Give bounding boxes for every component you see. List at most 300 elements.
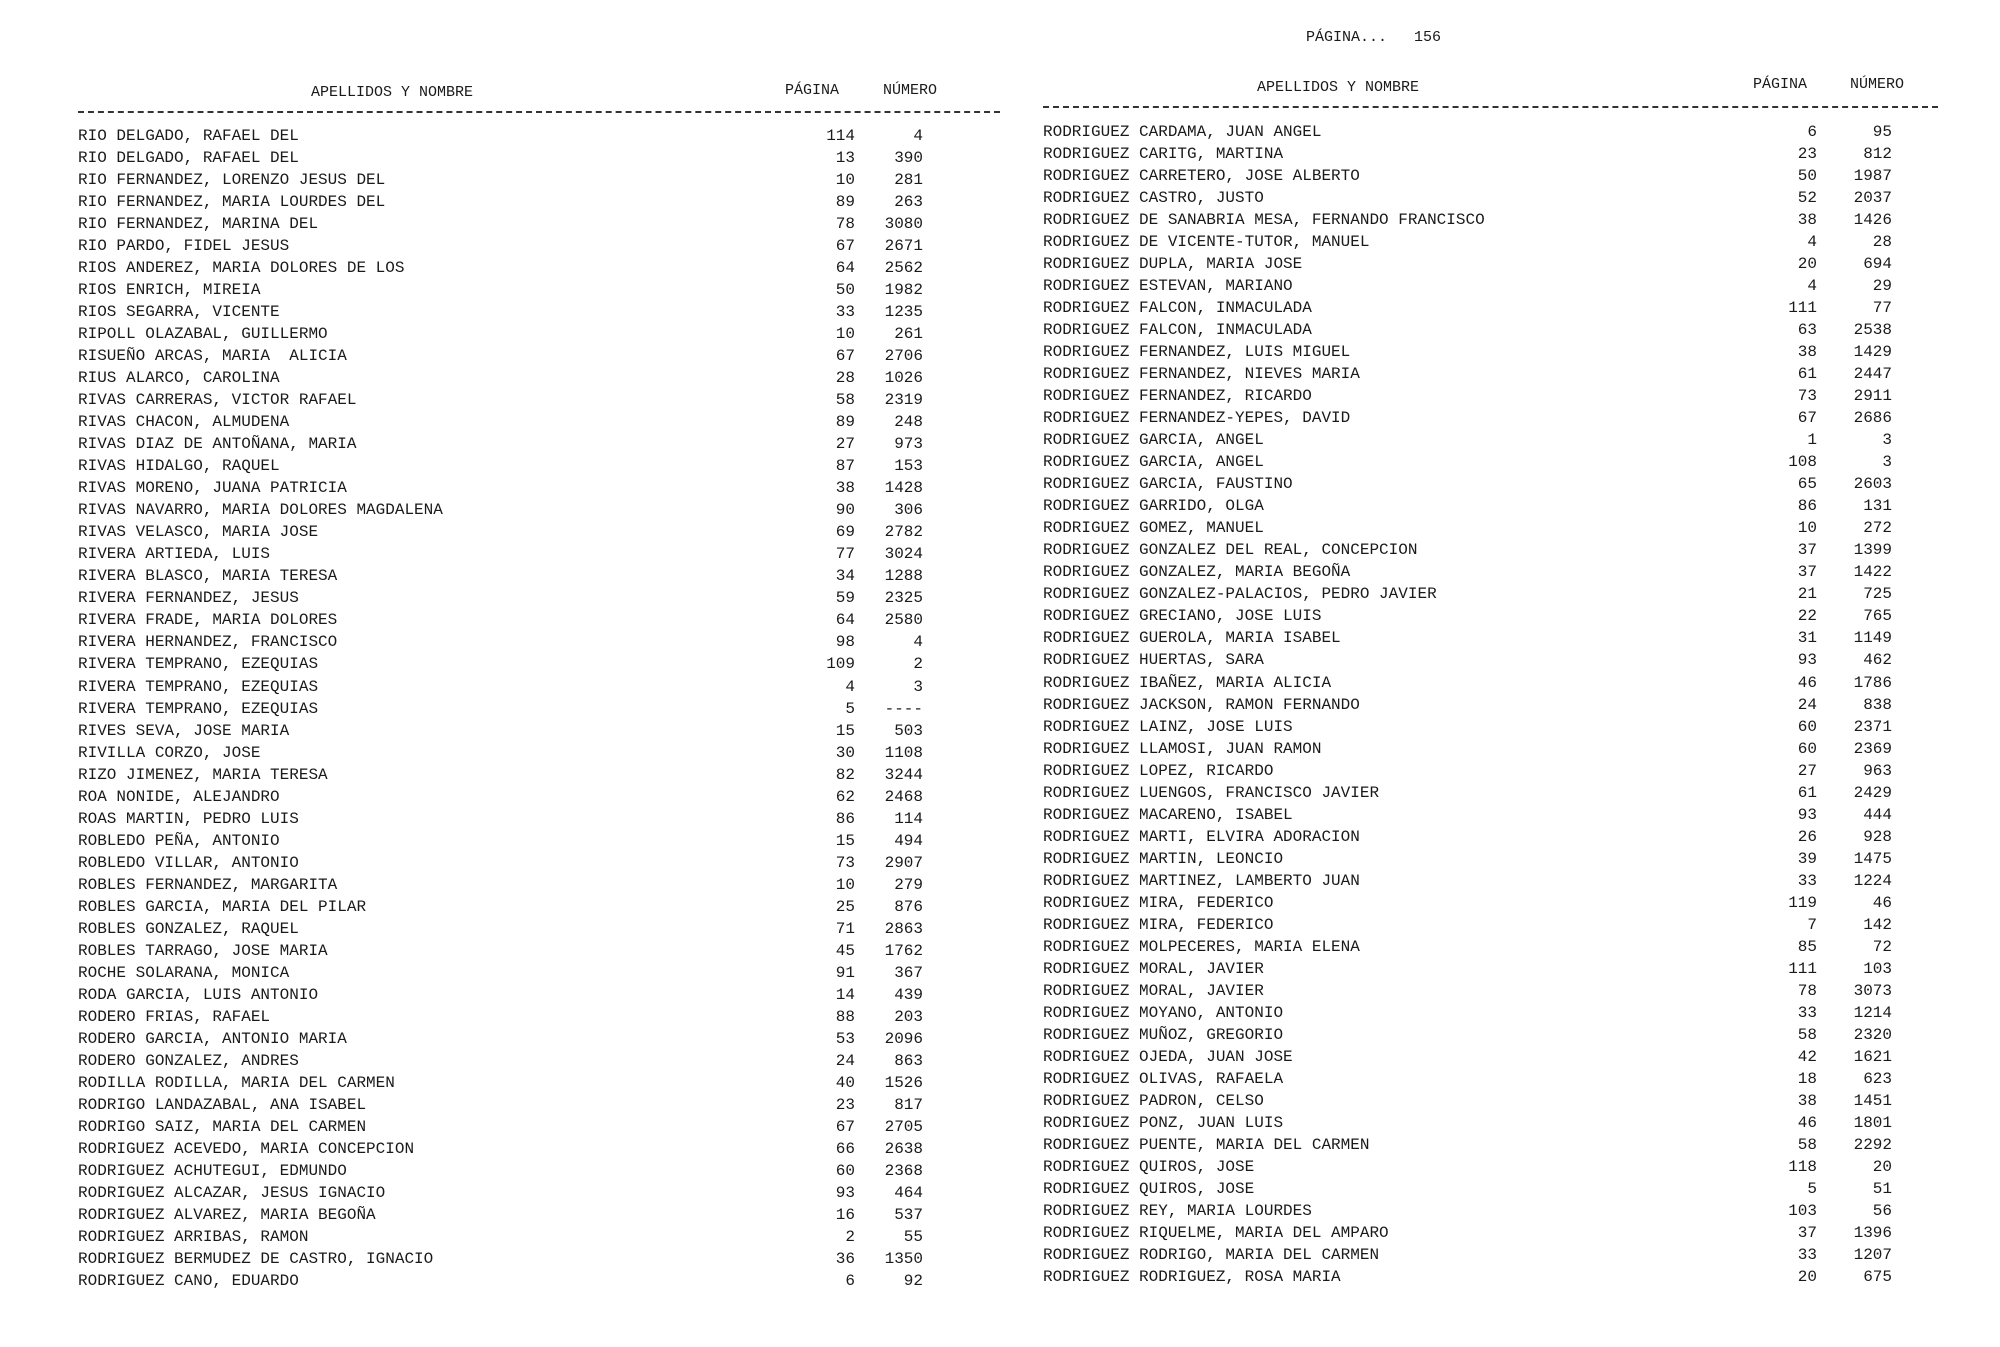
entry-page: 98 (835, 633, 855, 652)
entry-name: RODRIGUEZ MOLPECERES, MARIA ELENA (1043, 937, 1360, 956)
entry-name: RODRIGUEZ MUÑOZ, GREGORIO (1043, 1025, 1284, 1044)
entry-number: 876 (894, 897, 923, 916)
entry-number: 1621 (1853, 1047, 1892, 1066)
entry-page: 109 (826, 655, 855, 674)
entry-page: 78 (1797, 981, 1817, 1000)
entry-page: 23 (835, 1095, 855, 1114)
entry-name: RODRIGUEZ MARTIN, LEONCIO (1043, 849, 1284, 868)
entry-page: 34 (835, 567, 855, 586)
entry-page: 103 (1788, 1201, 1817, 1220)
entry-number: 1149 (1853, 629, 1892, 648)
entry-page: 77 (835, 545, 855, 564)
entry-number: 2538 (1853, 321, 1892, 340)
entry-name: RODRIGUEZ GARRIDO, OLGA (1043, 497, 1264, 516)
entry-number: 3 (1882, 431, 1892, 450)
entry-page: 85 (1797, 937, 1817, 956)
entry-name: RODRIGUEZ GONZALEZ DEL REAL, CONCEPCION (1043, 541, 1418, 560)
entry-name: RODRIGUEZ MIRA, FEDERICO (1043, 915, 1274, 934)
entry-page: 30 (835, 743, 855, 762)
column-header-page: PÁGINA (1753, 76, 1808, 93)
entry-page: 27 (1797, 761, 1817, 780)
entry-page: 21 (1797, 585, 1817, 604)
entry-number: 3080 (884, 215, 923, 234)
entry-page: 38 (1797, 211, 1817, 230)
entry-name: RODRIGUEZ JACKSON, RAMON FERNANDO (1043, 695, 1360, 714)
entry-name: RIVES SEVA, JOSE MARIA (78, 721, 290, 740)
entry-name: RODRIGUEZ RIQUELME, MARIA DEL AMPARO (1043, 1224, 1389, 1242)
entry-number: 2037 (1853, 189, 1892, 208)
entry-page: 37 (1797, 563, 1817, 582)
entry-page: 24 (1797, 695, 1817, 714)
entry-page: 53 (835, 1029, 855, 1048)
header-divider (1043, 106, 1938, 108)
page-header-label: PÁGINA... (1306, 29, 1388, 46)
entry-name: RIVAS HIDALGO, RAQUEL (78, 457, 280, 476)
entry-name: RODRIGUEZ MORAL, JAVIER (1043, 959, 1264, 978)
entry-page: 6 (845, 1272, 855, 1291)
entry-number: 2292 (1853, 1135, 1892, 1154)
entry-page: 37 (1797, 1224, 1817, 1242)
entry-number: 1786 (1853, 673, 1892, 692)
entry-number: 1224 (1853, 871, 1892, 890)
entry-name: RIUS ALARCO, CAROLINA (78, 369, 280, 388)
entry-number: 2325 (884, 589, 923, 608)
entry-page: 93 (835, 1183, 855, 1202)
entry-number: 28 (1872, 233, 1892, 252)
entry-name: RIVERA FERNANDEZ, JESUS (78, 589, 299, 608)
entry-number: 1207 (1853, 1246, 1892, 1265)
header-divider (78, 111, 1000, 113)
entry-page: 20 (1797, 1268, 1817, 1287)
entry-page: 33 (1797, 1246, 1817, 1265)
entry-page: 93 (1797, 651, 1817, 670)
entry-number: 3 (913, 677, 923, 696)
entry-page: 5 (845, 699, 855, 718)
entry-page: 38 (835, 479, 855, 498)
entry-name: RODRIGUEZ MARTINEZ, LAMBERTO JUAN (1043, 871, 1360, 890)
entry-number: 3 (1882, 453, 1892, 472)
entry-number: 1422 (1853, 563, 1892, 582)
entry-page: 39 (1797, 849, 1817, 868)
entry-page: 60 (835, 1161, 855, 1180)
entry-number: 114 (894, 809, 923, 828)
entry-name: RODRIGUEZ RODRIGO, MARIA DEL CARMEN (1043, 1246, 1380, 1265)
entry-number: 248 (894, 413, 923, 432)
entry-page: 6 (1807, 123, 1817, 141)
entry-name: RIO DELGADO, RAFAEL DEL (78, 127, 299, 145)
entry-number: 765 (1863, 607, 1892, 626)
entry-number: 142 (1863, 915, 1892, 934)
entry-page: 114 (826, 127, 855, 145)
entry-name: RODRIGUEZ PADRON, CELSO (1043, 1091, 1264, 1110)
entry-name: RODRIGUEZ GONZALEZ, MARIA BEGOÑA (1043, 563, 1351, 582)
entry-page: 78 (835, 215, 855, 234)
entry-name: RODRIGUEZ GARCIA, FAUSTINO (1043, 475, 1293, 494)
entry-name: RIO FERNANDEZ, LORENZO JESUS DEL (78, 171, 386, 190)
entry-page: 13 (835, 149, 855, 168)
entry-name: RODRIGUEZ OJEDA, JUAN JOSE (1043, 1047, 1293, 1066)
entry-number: 263 (894, 193, 923, 212)
entry-number: 55 (903, 1228, 923, 1246)
entry-page: 67 (1797, 409, 1817, 428)
entry-name: RIPOLL OLAZABAL, GUILLERMO (78, 325, 328, 344)
entry-number: 2562 (884, 259, 923, 278)
entry-page: 46 (1797, 673, 1817, 692)
entry-page: 24 (835, 1051, 855, 1070)
entry-page: 50 (1797, 167, 1817, 186)
entry-number: 444 (1863, 805, 1892, 824)
entry-number: 812 (1863, 145, 1892, 164)
entry-number: 2603 (1853, 475, 1892, 494)
entry-number: 2671 (884, 237, 923, 256)
entry-number: 1475 (1853, 849, 1892, 868)
entry-name: RODRIGUEZ PUENTE, MARIA DEL CARMEN (1043, 1135, 1370, 1154)
entry-page: 10 (835, 875, 855, 894)
entry-number: 1350 (884, 1250, 923, 1269)
entry-number: 2911 (1853, 387, 1892, 406)
entry-page: 15 (835, 831, 855, 850)
entry-name: RODRIGUEZ ACHUTEGUI, EDMUNDO (78, 1161, 347, 1180)
entry-page: 90 (835, 501, 855, 520)
entry-name: RODRIGUEZ CARDAMA, JUAN ANGEL (1043, 123, 1322, 141)
entry-name: RODRIGUEZ GUEROLA, MARIA ISABEL (1043, 629, 1341, 648)
entry-name: RIVAS VELASCO, MARIA JOSE (78, 523, 319, 542)
entry-number: 72 (1872, 937, 1892, 956)
entry-number: 56 (1872, 1201, 1892, 1220)
entry-name: RIOS ENRICH, MIREIA (78, 281, 261, 300)
entry-page: 20 (1797, 255, 1817, 274)
entry-page: 61 (1797, 365, 1817, 384)
entry-number: 2705 (884, 1117, 923, 1136)
entry-page: 33 (1797, 1003, 1817, 1022)
entry-number: 20 (1872, 1157, 1892, 1176)
entry-name: ROAS MARTIN, PEDRO LUIS (78, 809, 299, 828)
entry-name: RODRIGUEZ CARRETERO, JOSE ALBERTO (1043, 167, 1360, 186)
entry-page: 36 (835, 1250, 855, 1269)
entry-number: 928 (1863, 827, 1892, 846)
entry-number: 279 (894, 875, 923, 894)
entry-number: 537 (894, 1205, 923, 1224)
column-header-number: NÚMERO (1850, 76, 1905, 93)
entry-number: 2368 (884, 1161, 923, 1180)
column-header-name: APELLIDOS Y NOMBRE (1257, 79, 1420, 96)
entry-number: 1801 (1853, 1113, 1892, 1132)
entry-page: 108 (1788, 453, 1817, 472)
entry-page: 65 (1797, 475, 1817, 494)
entry-number: 725 (1863, 585, 1892, 604)
entry-page: 64 (835, 611, 855, 630)
entry-page: 50 (835, 281, 855, 300)
entry-page: 73 (835, 853, 855, 872)
entry-page: 25 (835, 897, 855, 916)
entry-name: RODERO FRIAS, RAFAEL (78, 1007, 271, 1026)
entry-page: 89 (835, 413, 855, 432)
entry-number: 2782 (884, 523, 923, 542)
entry-page: 63 (1797, 321, 1817, 340)
entry-page: 26 (1797, 827, 1817, 846)
entry-number: 46 (1872, 893, 1892, 912)
entry-number: 203 (894, 1007, 923, 1026)
entry-name: ROBLES TARRAGO, JOSE MARIA (78, 941, 328, 960)
entry-page: 69 (835, 523, 855, 542)
entry-number: 1396 (1853, 1224, 1892, 1242)
entry-number: 2371 (1853, 717, 1892, 736)
entry-name: RODRIGUEZ GARCIA, ANGEL (1043, 431, 1264, 450)
entry-name: RIOS ANDEREZ, MARIA DOLORES DE LOS (78, 259, 405, 278)
entry-number: 1451 (1853, 1091, 1892, 1110)
entry-name: RODRIGUEZ GONZALEZ-PALACIOS, PEDRO JAVIER (1043, 585, 1437, 604)
entry-number: 2 (913, 655, 923, 674)
entry-page: 10 (835, 171, 855, 190)
entry-name: RISUEÑO ARCAS, MARIA ALICIA (78, 347, 347, 366)
entry-page: 27 (835, 435, 855, 454)
entry-name: RODRIGUEZ QUIROS, JOSE (1043, 1179, 1255, 1198)
entry-page: 15 (835, 721, 855, 740)
entry-number: 1108 (884, 743, 923, 762)
entry-name: RODRIGUEZ GARCIA, ANGEL (1043, 453, 1264, 472)
entry-number: 2863 (884, 919, 923, 938)
entry-name: RODRIGUEZ LLAMOSI, JUAN RAMON (1043, 739, 1322, 758)
entry-number: 2096 (884, 1029, 923, 1048)
entry-name: RODRIGUEZ GRECIANO, JOSE LUIS (1043, 607, 1322, 626)
entry-name: RODRIGUEZ ACEVEDO, MARIA CONCEPCION (78, 1139, 415, 1158)
entry-page: 89 (835, 193, 855, 212)
entry-number: 51 (1872, 1179, 1892, 1198)
entry-page: 14 (835, 985, 855, 1004)
entry-page: 118 (1788, 1157, 1817, 1176)
entry-name: RODRIGO SAIZ, MARIA DEL CARMEN (78, 1117, 367, 1136)
entry-name: RODRIGUEZ CARITG, MARTINA (1043, 145, 1284, 164)
entry-number: 623 (1863, 1069, 1892, 1088)
entry-page: 38 (1797, 343, 1817, 362)
entry-name: RODRIGUEZ IBAÑEZ, MARIA ALICIA (1043, 673, 1332, 692)
entry-number: 863 (894, 1051, 923, 1070)
entry-number: 1288 (884, 567, 923, 586)
entry-page: 82 (835, 765, 855, 784)
entry-name: RODRIGUEZ MOYANO, ANTONIO (1043, 1003, 1284, 1022)
entry-page: 87 (835, 457, 855, 476)
entry-page: 60 (1797, 717, 1817, 736)
entry-name: RODRIGUEZ QUIROS, JOSE (1043, 1157, 1255, 1176)
entry-number: 390 (894, 149, 923, 168)
entry-name: RIVERA HERNANDEZ, FRANCISCO (78, 633, 338, 652)
entry-name: RIVAS CARRERAS, VICTOR RAFAEL (78, 391, 357, 410)
entry-page: 4 (1807, 233, 1817, 252)
entry-name: RODRIGUEZ REY, MARIA LOURDES (1043, 1201, 1312, 1220)
entry-page: 1 (1807, 431, 1817, 450)
entry-number: 367 (894, 963, 923, 982)
entry-name: RIVAS NAVARRO, MARIA DOLORES MAGDALENA (78, 501, 443, 520)
entry-number: 1026 (884, 369, 923, 388)
entry-name: RODRIGUEZ MORAL, JAVIER (1043, 981, 1264, 1000)
entry-number: 2686 (1853, 409, 1892, 428)
entry-number: 694 (1863, 255, 1892, 274)
entry-page: 37 (1797, 541, 1817, 560)
entry-number: 2907 (884, 853, 923, 872)
entry-number: 2580 (884, 611, 923, 630)
entry-page: 58 (1797, 1025, 1817, 1044)
column-header-number: NÚMERO (883, 82, 938, 99)
entry-name: RODRIGO LANDAZABAL, ANA ISABEL (78, 1095, 367, 1114)
entry-name: RODRIGUEZ ALCAZAR, JESUS IGNACIO (78, 1183, 386, 1202)
entry-number: 1982 (884, 281, 923, 300)
entry-number: 464 (894, 1183, 923, 1202)
entry-name: RODERO GARCIA, ANTONIO MARIA (78, 1029, 347, 1048)
entry-number: 503 (894, 721, 923, 740)
entry-name: ROBLES GARCIA, MARIA DEL PILAR (78, 897, 367, 916)
entry-number: 3073 (1853, 981, 1892, 1000)
entry-number: 153 (894, 457, 923, 476)
page-header-number: 156 (1414, 29, 1442, 46)
entry-page: 52 (1797, 189, 1817, 208)
column-header-name: APELLIDOS Y NOMBRE (311, 84, 474, 101)
entry-name: ROBLEDO PEÑA, ANTONIO (78, 831, 280, 850)
entry-name: RODRIGUEZ DE SANABRIA MESA, FERNANDO FRANCISCO (1043, 211, 1485, 230)
entry-name: RIVERA TEMPRANO, EZEQUIAS (78, 655, 319, 674)
entry-number: 1428 (884, 479, 923, 498)
entry-number: 675 (1863, 1268, 1892, 1287)
entry-page: 91 (835, 963, 855, 982)
entry-number: 1987 (1853, 167, 1892, 186)
entry-page: 46 (1797, 1113, 1817, 1132)
entry-name: RODRIGUEZ FERNANDEZ, LUIS MIGUEL (1043, 343, 1351, 362)
entry-name: RIVAS MORENO, JUANA PATRICIA (78, 479, 347, 498)
entry-number: ---- (884, 699, 923, 718)
entry-name: RODA GARCIA, LUIS ANTONIO (78, 985, 319, 1004)
entry-number: 2468 (884, 787, 923, 806)
entry-page: 67 (835, 347, 855, 366)
entry-page: 18 (1797, 1069, 1817, 1088)
entry-name: RODRIGUEZ MACARENO, ISABEL (1043, 805, 1293, 824)
entry-page: 88 (835, 1007, 855, 1026)
entry-page: 38 (1797, 1091, 1817, 1110)
entry-name: RIVERA BLASCO, MARIA TERESA (78, 567, 338, 586)
entry-name: RIO PARDO, FIDEL JESUS (78, 237, 290, 256)
entry-name: RIO DELGADO, RAFAEL DEL (78, 149, 299, 168)
entry-name: RODILLA RODILLA, MARIA DEL CARMEN (78, 1073, 395, 1092)
entry-page: 45 (835, 941, 855, 960)
entry-page: 16 (835, 1205, 855, 1224)
entry-page: 58 (1797, 1135, 1817, 1154)
entry-page: 33 (1797, 871, 1817, 890)
entry-name: RODRIGUEZ LOPEZ, RICARDO (1043, 761, 1274, 780)
entry-name: RIVILLA CORZO, JOSE (78, 743, 261, 762)
entry-page: 31 (1797, 629, 1817, 648)
entry-number: 92 (903, 1272, 923, 1291)
entry-page: 60 (1797, 739, 1817, 758)
entry-name: ROA NONIDE, ALEJANDRO (78, 787, 280, 806)
entry-name: RIVERA ARTIEDA, LUIS (78, 545, 271, 564)
entry-number: 2320 (1853, 1025, 1892, 1044)
column-header-page: PÁGINA (785, 82, 840, 99)
entry-name: RODRIGUEZ BERMUDEZ DE CASTRO, IGNACIO (78, 1250, 434, 1269)
entry-number: 973 (894, 435, 923, 454)
entry-page: 7 (1807, 915, 1817, 934)
entry-page: 111 (1788, 959, 1817, 978)
entry-name: RIO FERNANDEZ, MARIA LOURDES DEL (78, 193, 386, 212)
entry-name: ROBLES GONZALEZ, RAQUEL (78, 919, 299, 938)
entry-name: RODRIGUEZ FALCON, INMACULADA (1043, 299, 1312, 318)
entry-name: RODRIGUEZ LUENGOS, FRANCISCO JAVIER (1043, 783, 1380, 802)
entry-number: 2319 (884, 391, 923, 410)
entry-name: ROCHE SOLARANA, MONICA (78, 963, 290, 982)
entry-page: 61 (1797, 783, 1817, 802)
entry-number: 281 (894, 171, 923, 190)
entry-number: 29 (1872, 277, 1892, 296)
entry-name: RODRIGUEZ MIRA, FEDERICO (1043, 893, 1274, 912)
entry-number: 4 (913, 127, 923, 145)
entry-name: RIZO JIMENEZ, MARIA TERESA (78, 765, 328, 784)
entry-page: 22 (1797, 607, 1817, 626)
entry-number: 494 (894, 831, 923, 850)
entry-number: 1399 (1853, 541, 1892, 560)
entry-number: 3244 (884, 765, 923, 784)
entry-name: RODRIGUEZ MARTI, ELVIRA ADORACION (1043, 827, 1360, 846)
entry-number: 1214 (1853, 1003, 1892, 1022)
entry-page: 10 (1797, 519, 1817, 538)
entry-name: RODRIGUEZ HUERTAS, SARA (1043, 651, 1264, 670)
entry-name: RODRIGUEZ GOMEZ, MANUEL (1043, 519, 1264, 538)
entry-name: RODRIGUEZ ARRIBAS, RAMON (78, 1228, 309, 1246)
entry-page: 42 (1797, 1047, 1817, 1066)
entry-page: 33 (835, 303, 855, 322)
entry-page: 111 (1788, 299, 1817, 318)
entry-number: 103 (1863, 959, 1892, 978)
entry-name: RODRIGUEZ LAINZ, JOSE LUIS (1043, 717, 1293, 736)
entry-page: 64 (835, 259, 855, 278)
entry-name: RIO FERNANDEZ, MARINA DEL (78, 215, 319, 234)
entry-number: 2447 (1853, 365, 1892, 384)
page-header (1288, 12, 1441, 46)
entry-page: 73 (1797, 387, 1817, 406)
entry-number: 462 (1863, 651, 1892, 670)
entry-name: RODRIGUEZ FERNANDEZ, NIEVES MARIA (1043, 365, 1360, 384)
entry-number: 4 (913, 633, 923, 652)
entry-page: 10 (835, 325, 855, 344)
entry-page: 86 (835, 809, 855, 828)
entry-name: RODERO GONZALEZ, ANDRES (78, 1051, 299, 1070)
entry-name: RODRIGUEZ CASTRO, JUSTO (1043, 189, 1264, 208)
entry-name: RODRIGUEZ FERNANDEZ, RICARDO (1043, 387, 1312, 406)
entry-name: RODRIGUEZ DE VICENTE-TUTOR, MANUEL (1043, 233, 1370, 252)
entry-number: 817 (894, 1095, 923, 1114)
entry-page: 62 (835, 787, 855, 806)
entry-number: 77 (1872, 299, 1892, 318)
entry-number: 1429 (1853, 343, 1892, 362)
entry-page: 4 (845, 677, 855, 696)
entry-page: 58 (835, 391, 855, 410)
entry-page: 5 (1807, 1179, 1817, 1198)
entry-number: 1235 (884, 303, 923, 322)
entry-number: 1526 (884, 1073, 923, 1092)
entry-name: ROBLES FERNANDEZ, MARGARITA (78, 875, 338, 894)
entry-name: RIOS SEGARRA, VICENTE (78, 303, 280, 322)
entry-page: 67 (835, 237, 855, 256)
entry-name: RODRIGUEZ DUPLA, MARIA JOSE (1043, 255, 1303, 274)
entry-name: RIVAS CHACON, ALMUDENA (78, 413, 290, 432)
entry-page: 119 (1788, 893, 1817, 912)
entry-name: RIVAS DIAZ DE ANTOÑANA, MARIA (78, 435, 357, 454)
entry-number: 1426 (1853, 211, 1892, 230)
entry-name: RODRIGUEZ FALCON, INMACULADA (1043, 321, 1312, 340)
entry-page: 67 (835, 1117, 855, 1136)
entry-name: RODRIGUEZ ESTEVAN, MARIANO (1043, 277, 1293, 296)
entry-page: 86 (1797, 497, 1817, 516)
entry-number: 1762 (884, 941, 923, 960)
entry-number: 3024 (884, 545, 923, 564)
entry-name: RODRIGUEZ PONZ, JUAN LUIS (1043, 1113, 1284, 1132)
entry-number: 2369 (1853, 739, 1892, 758)
